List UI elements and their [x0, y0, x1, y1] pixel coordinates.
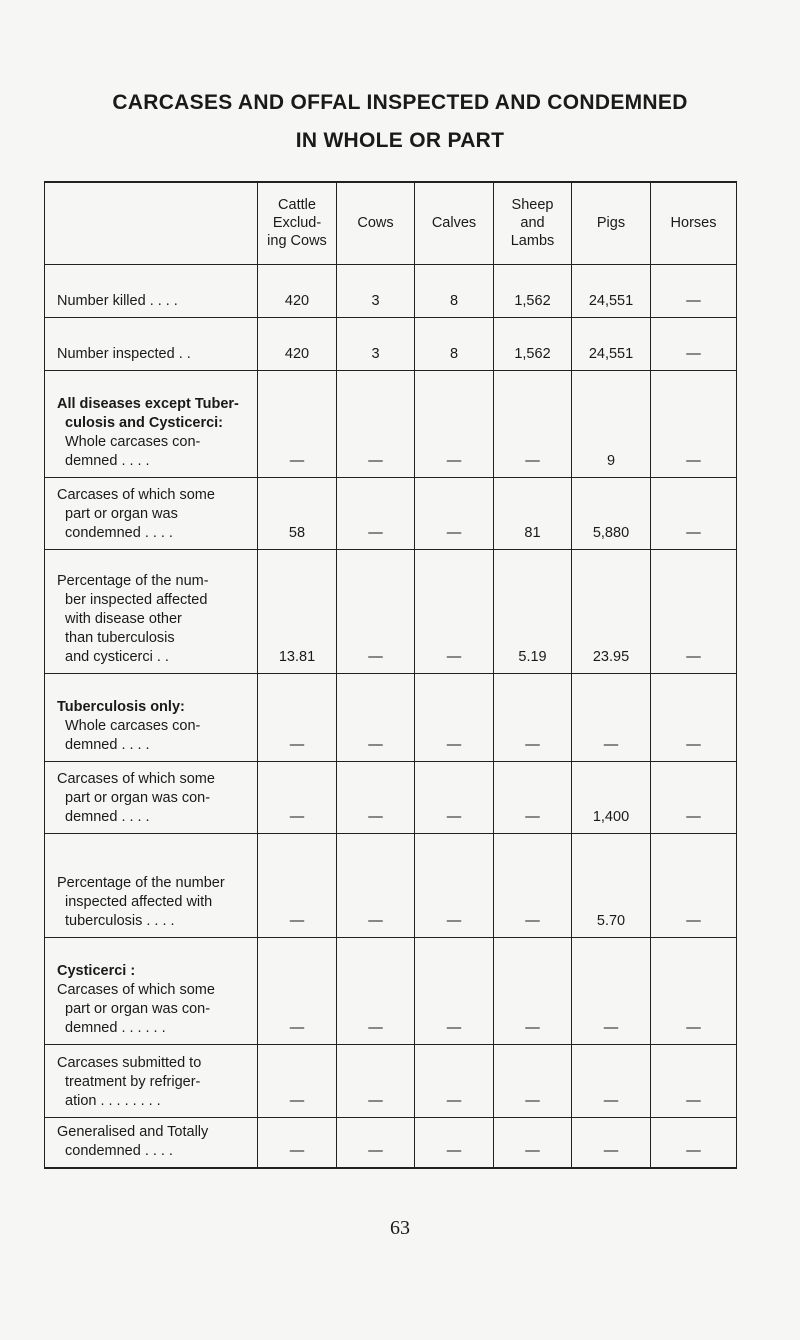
cell-value: — — [651, 1044, 737, 1117]
cell-value: 8 — [415, 317, 494, 370]
cell-value: 1,562 — [494, 264, 572, 317]
report-subtitle: IN WHOLE OR PART — [295, 129, 505, 152]
cell-value: 13.81 — [258, 549, 337, 673]
table-row — [45, 477, 737, 549]
cell-value: — — [415, 937, 494, 1044]
row-label: All diseases except Tuber- culosis and Cysticerci: Whole carcases con- demned .... — [45, 370, 258, 477]
col-header-sheep: Sheep and Lambs — [494, 182, 572, 264]
header-blank — [45, 182, 258, 264]
cell-value: 5.70 — [572, 833, 651, 937]
cell-value: — — [651, 673, 737, 761]
cell-value: 5.19 — [494, 549, 572, 673]
cell-value: — — [337, 673, 415, 761]
cell-value: — — [337, 833, 415, 937]
cell-value: — — [651, 549, 737, 673]
table-row — [45, 673, 737, 761]
row-label: Cysticerci : Carcases of which some part or organ was con- demned ...... — [45, 937, 258, 1044]
col-header-cattle: Cattle Exclud- ing Cows — [258, 182, 337, 264]
cell-value: — — [494, 673, 572, 761]
cell-value: — — [494, 937, 572, 1044]
cell-value: — — [651, 477, 737, 549]
cell-value: — — [415, 833, 494, 937]
cell-value: — — [415, 477, 494, 549]
table-row — [45, 264, 737, 317]
cell-value: 9 — [572, 370, 651, 477]
cell-value: — — [415, 370, 494, 477]
row-label: Percentage of the num- ber inspected affected with disease other than tuberculosis and cysticerci .. — [45, 549, 258, 673]
cell-value: 24,551 — [572, 264, 651, 317]
cell-value: — — [494, 1044, 572, 1117]
row-label: Number killed .... — [45, 264, 258, 317]
cell-value: 1,400 — [572, 761, 651, 833]
row-label: Carcases of which some part or organ was condemned .... — [45, 477, 258, 549]
cell-value: — — [572, 937, 651, 1044]
cell-value: — — [258, 761, 337, 833]
cell-value: — — [415, 1117, 494, 1168]
cell-value: 420 — [258, 317, 337, 370]
cell-value: 3 — [337, 317, 415, 370]
row-label: Number inspected .. — [45, 317, 258, 370]
cell-value: — — [494, 761, 572, 833]
cell-value: 58 — [258, 477, 337, 549]
cell-value: — — [337, 1117, 415, 1168]
cell-value: — — [651, 833, 737, 937]
cell-value: — — [337, 1044, 415, 1117]
cell-value: — — [415, 761, 494, 833]
cell-value: — — [494, 370, 572, 477]
cell-value: 5,880 — [572, 477, 651, 549]
report-title: CARCASES AND OFFAL INSPECTED AND CONDEMNED — [112, 91, 688, 114]
cell-value: — — [651, 264, 737, 317]
cell-value: — — [337, 937, 415, 1044]
cell-value: — — [494, 1117, 572, 1168]
cell-value: — — [415, 1044, 494, 1117]
cell-value: — — [651, 370, 737, 477]
table-row — [45, 549, 737, 673]
cell-value: — — [258, 1117, 337, 1168]
cell-value: — — [258, 370, 337, 477]
cell-value: — — [337, 477, 415, 549]
cell-value: 8 — [415, 264, 494, 317]
cell-value: — — [651, 761, 737, 833]
col-header-cows: Cows — [337, 182, 415, 264]
col-header-calves: Calves — [415, 182, 494, 264]
header-row — [45, 182, 737, 264]
cell-value: — — [337, 370, 415, 477]
col-header-horses: Horses — [651, 182, 737, 264]
cell-value: — — [572, 1117, 651, 1168]
cell-value: — — [258, 833, 337, 937]
cell-value: — — [258, 937, 337, 1044]
cell-value: — — [651, 317, 737, 370]
table-row — [45, 370, 737, 477]
table-row — [45, 1117, 737, 1168]
cell-value: — — [651, 937, 737, 1044]
cell-value: — — [651, 1117, 737, 1168]
table-row — [45, 833, 737, 937]
cell-value: — — [415, 549, 494, 673]
cell-value: 420 — [258, 264, 337, 317]
page-number: 63 — [390, 1217, 410, 1239]
row-label: Carcases submitted to treatment by refriger- ation ........ — [45, 1044, 258, 1117]
cell-value: — — [494, 833, 572, 937]
col-header-pigs: Pigs — [572, 182, 651, 264]
cell-value: 81 — [494, 477, 572, 549]
row-label: Carcases of which some part or organ was con- demned .... — [45, 761, 258, 833]
table-row — [45, 1044, 737, 1117]
inspection-table — [44, 181, 737, 1169]
cell-value: — — [258, 1044, 337, 1117]
row-label: Percentage of the number inspected affected with tuberculosis .... — [45, 833, 258, 937]
cell-value: — — [258, 673, 337, 761]
cell-value: 24,551 — [572, 317, 651, 370]
cell-value: 3 — [337, 264, 415, 317]
cell-value: 23.95 — [572, 549, 651, 673]
cell-value: — — [337, 549, 415, 673]
table-row — [45, 317, 737, 370]
row-label: Generalised and Totally condemned .... — [45, 1117, 258, 1168]
cell-value: — — [572, 673, 651, 761]
cell-value: — — [572, 1044, 651, 1117]
row-label: Tuberculosis only: Whole carcases con- demned .... — [45, 673, 258, 761]
cell-value: — — [337, 761, 415, 833]
cell-value: 1,562 — [494, 317, 572, 370]
table-row — [45, 937, 737, 1044]
table-row — [45, 761, 737, 833]
cell-value: — — [415, 673, 494, 761]
